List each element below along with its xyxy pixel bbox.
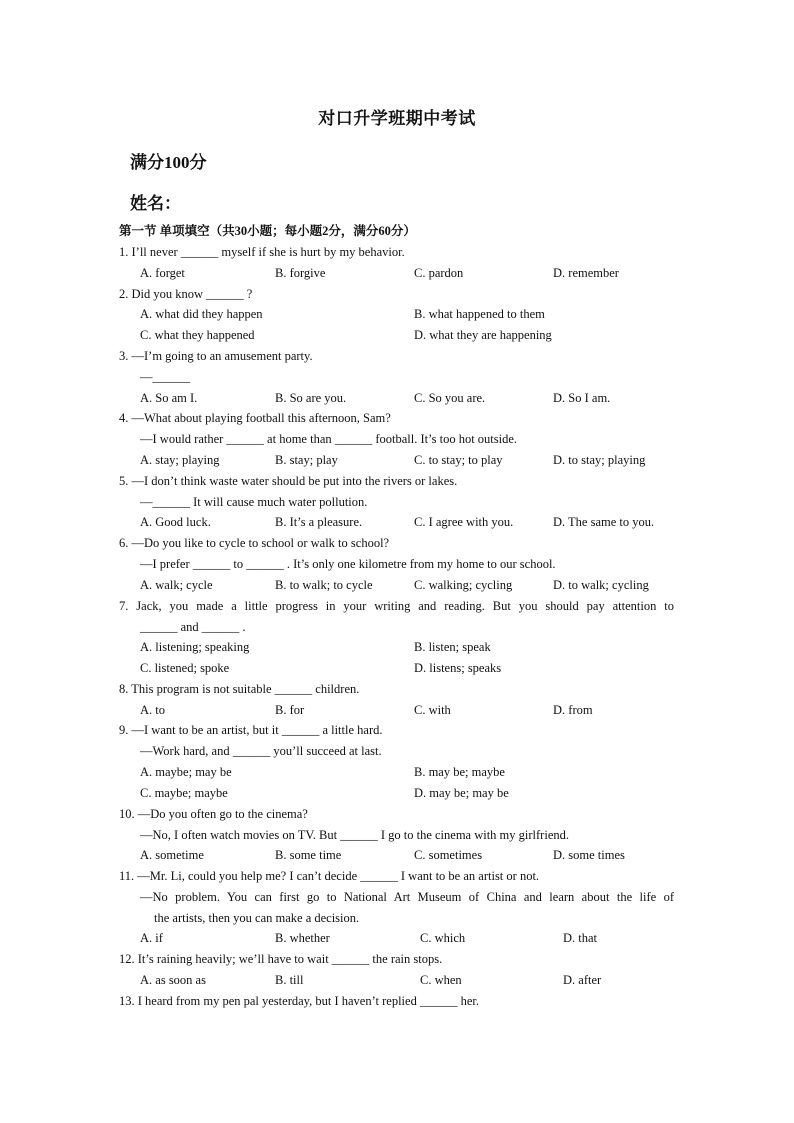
- question-2-option-b: B. what happened to them: [414, 307, 545, 321]
- question-4-option-c: C. to stay; to play: [414, 453, 503, 467]
- question-5-option-b: B. It’s a pleasure.: [275, 515, 363, 529]
- question-8-option-c: C. with: [414, 703, 451, 717]
- question-6-option-a: A. walk; cycle: [140, 578, 213, 592]
- question-2-option-a: A. what did they happen: [140, 307, 263, 321]
- question-5-reply: —______ It will cause much water pollution.: [140, 495, 368, 509]
- question-13-stem: 13. I heard from my pen pal yesterday, but I haven’t replied ______ her.: [119, 994, 479, 1008]
- question-8-stem: 8. This program is not suitable ______ children.: [119, 682, 360, 696]
- question-2-option-c: C. what they happened: [140, 328, 255, 342]
- question-9-stem: 9. —I want to be an artist, but it ______ a little hard.: [119, 723, 383, 737]
- question-3-option-b: B. So are you.: [275, 391, 347, 405]
- question-7-option-c: C. listened; spoke: [140, 661, 230, 675]
- section-heading: 第一节 单项填空（共30小题；每小题2分，满分60分）: [119, 224, 416, 238]
- question-7-option-b: B. listen; speak: [414, 640, 491, 654]
- question-5-option-c: C. I agree with you.: [414, 515, 514, 529]
- question-4-reply: —I would rather ______ at home than ______ football. It’s too hot outside.: [140, 432, 518, 446]
- question-10-option-a: A. sometime: [140, 848, 204, 862]
- question-11-reply-continued: the artists, then you can make a decision.: [154, 911, 360, 925]
- question-4-option-a: A. stay; playing: [140, 453, 220, 467]
- question-1-option-d: D. remember: [553, 266, 619, 280]
- question-11-option-b: B. whether: [275, 931, 330, 945]
- question-7-stem-continued: ______ and ______ .: [140, 620, 246, 634]
- page-title: 对口升学班期中考试: [318, 109, 476, 128]
- question-9-option-a: A. maybe; may be: [140, 765, 232, 779]
- question-12-option-d: D. after: [563, 973, 602, 987]
- question-11-option-c: C. which: [420, 931, 466, 945]
- question-3-option-d: D. So I am.: [553, 391, 611, 405]
- question-12-option-c: C. when: [420, 973, 462, 987]
- question-1-option-a: A. forget: [140, 266, 185, 280]
- question-10-option-b: B. some time: [275, 848, 342, 862]
- question-7-option-d: D. listens; speaks: [414, 661, 502, 675]
- question-4-stem: 4. —What about playing football this afternoon, Sam?: [119, 411, 391, 425]
- question-6-stem: 6. —Do you like to cycle to school or walk to school?: [119, 536, 390, 550]
- question-8-option-b: B. for: [275, 703, 305, 717]
- question-12-option-a: A. as soon as: [140, 973, 206, 987]
- question-6-option-c: C. walking; cycling: [414, 578, 513, 592]
- question-3-option-a: A. So am I.: [140, 391, 198, 405]
- question-12-stem: 12. It’s raining heavily; we’ll have to wait ______ the rain stops.: [119, 952, 443, 966]
- question-7-stem: 7. Jack, you made a little progress in your writing and reading. But you should pay attention to: [119, 599, 674, 613]
- question-3-stem: 3. —I’m going to an amusement party.: [119, 349, 313, 363]
- question-6-option-b: B. to walk; to cycle: [275, 578, 373, 592]
- question-9-option-d: D. may be; may be: [414, 786, 509, 800]
- question-9-reply: —Work hard, and ______ you’ll succeed at last.: [140, 744, 382, 758]
- question-8-option-d: D. from: [553, 703, 593, 717]
- question-1-stem: 1. I’ll never ______ myself if she is hurt by my behavior.: [119, 245, 405, 259]
- question-11-reply: —No problem. You can first go to National Art Museum of China and learn about the life of: [140, 890, 674, 904]
- question-5-stem: 5. —I don’t think waste water should be put into the rivers or lakes.: [119, 474, 458, 488]
- name-label: 姓名：: [130, 194, 181, 213]
- question-2-stem: 2. Did you know ______ ?: [119, 287, 253, 301]
- question-10-option-d: D. some times: [553, 848, 625, 862]
- question-5-option-d: D. The same to you.: [553, 515, 655, 529]
- question-3-option-c: C. So you are.: [414, 391, 486, 405]
- question-3-reply: —______: [140, 370, 190, 384]
- question-8-option-a: A. to: [140, 703, 165, 717]
- question-6-option-d: D. to walk; cycling: [553, 578, 649, 592]
- question-11-option-d: D. that: [563, 931, 598, 945]
- question-7-option-a: A. listening; speaking: [140, 640, 250, 654]
- question-10-reply: —No, I often watch movies on TV. But ______ I go to the cinema with my girlfriend.: [140, 828, 569, 842]
- question-4-option-d: D. to stay; playing: [553, 453, 646, 467]
- question-6-reply: —I prefer ______ to ______ . It’s only one kilometre from my home to our school.: [140, 557, 556, 571]
- question-4-option-b: B. stay; play: [275, 453, 338, 467]
- question-5-option-a: A. Good luck.: [140, 515, 211, 529]
- full-score-label: 满分100分: [130, 153, 207, 172]
- question-10-stem: 10. —Do you often go to the cinema?: [119, 807, 308, 821]
- question-12-option-b: B. till: [275, 973, 304, 987]
- question-11-stem: 11. —Mr. Li, could you help me? I can’t decide ______ I want to be an artist or not.: [119, 869, 540, 883]
- question-11-option-a: A. if: [140, 931, 163, 945]
- question-10-option-c: C. sometimes: [414, 848, 483, 862]
- question-1-option-b: B. forgive: [275, 266, 326, 280]
- question-9-option-c: C. maybe; maybe: [140, 786, 228, 800]
- question-2-option-d: D. what they are happening: [414, 328, 552, 342]
- question-1-option-c: C. pardon: [414, 266, 464, 280]
- question-9-option-b: B. may be; maybe: [414, 765, 505, 779]
